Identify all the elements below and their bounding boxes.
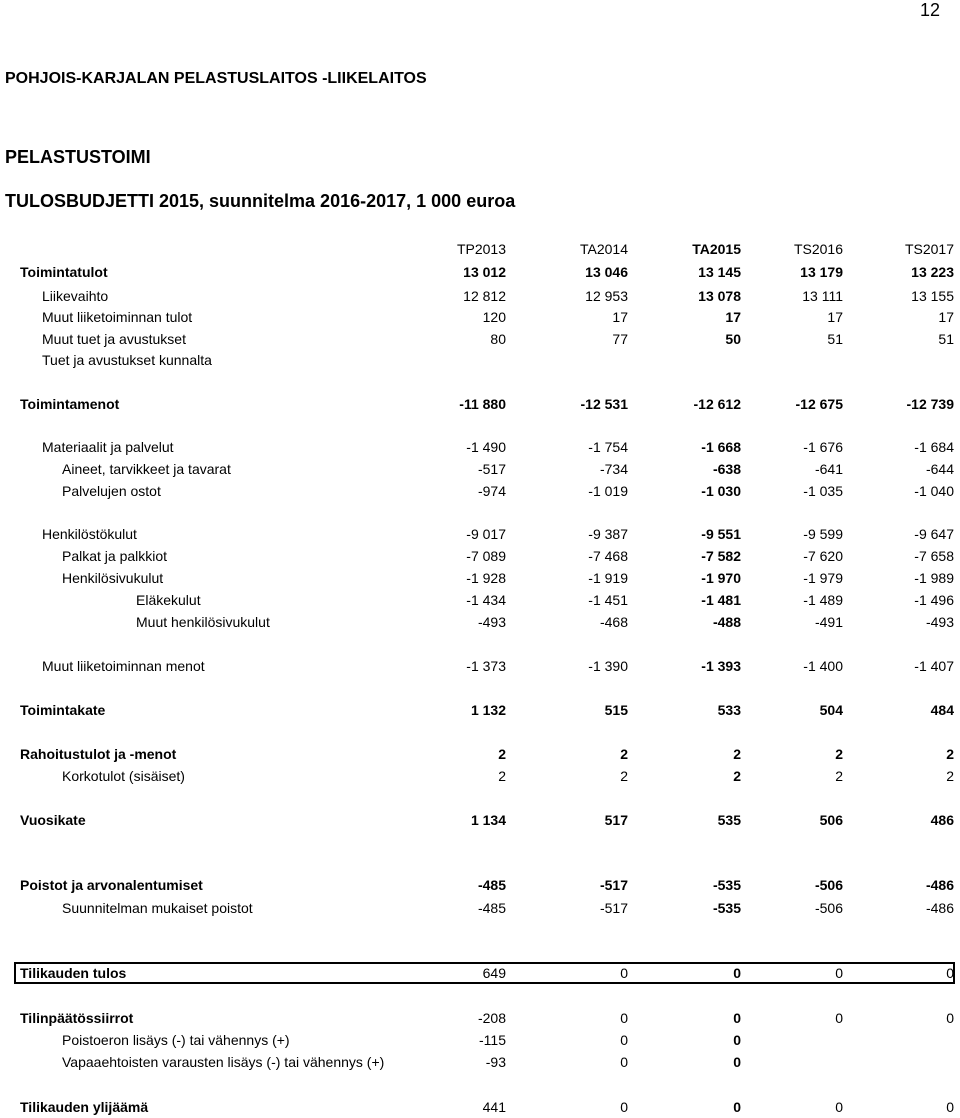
cell-value: -468 <box>599 614 628 630</box>
cell-value: 2 <box>620 768 628 784</box>
table-row <box>0 1097 960 1117</box>
cell-value: -734 <box>599 461 628 477</box>
cell-value: -1 407 <box>914 658 954 674</box>
row-label: Liikevaihto <box>42 288 109 304</box>
cell-value: 17 <box>938 309 954 325</box>
table-row <box>0 524 960 544</box>
table-row <box>0 898 960 918</box>
row-label: Poistoeron lisäys (-) tai vähennys (+) <box>62 1032 290 1048</box>
row-label: Eläkekulut <box>136 592 201 608</box>
cell-value: -1 373 <box>466 658 506 674</box>
cell-value: -1 400 <box>803 658 843 674</box>
cell-value: 515 <box>604 702 628 718</box>
table-row <box>0 766 960 786</box>
cell-value: -1 434 <box>466 592 506 608</box>
table-row <box>0 307 960 327</box>
row-label: Rahoitustulot ja -menot <box>20 746 177 762</box>
table-row <box>0 546 960 566</box>
cell-value: -12 739 <box>906 396 954 412</box>
cell-value: 0 <box>620 1099 628 1115</box>
cell-value: -7 089 <box>466 548 506 564</box>
cell-value: 2 <box>835 768 843 784</box>
cell-value: -641 <box>814 461 843 477</box>
cell-value: -535 <box>712 877 741 893</box>
table-row <box>0 1008 960 1028</box>
cell-value: 120 <box>482 309 506 325</box>
cell-value: -1 970 <box>701 570 741 586</box>
row-label: Tilikauden ylijäämä <box>20 1099 149 1115</box>
cell-value: -488 <box>712 614 741 630</box>
cell-value: -9 647 <box>914 526 954 542</box>
row-label: Tuet ja avustukset kunnalta <box>42 352 212 368</box>
cell-value: 2 <box>733 768 741 784</box>
cell-value: 13 111 <box>802 288 843 304</box>
cell-value: 2 <box>733 746 741 762</box>
column-header: TA2015 <box>692 241 741 257</box>
row-label: Suunnitelman mukaiset poistot <box>62 900 253 916</box>
cell-value: -1 919 <box>588 570 628 586</box>
cell-value: 13 179 <box>800 264 843 280</box>
cell-value: -7 582 <box>701 548 741 564</box>
cell-value: 17 <box>725 309 741 325</box>
cell-value: -535 <box>712 900 741 916</box>
cell-value: -486 <box>925 877 954 893</box>
cell-value: 0 <box>733 965 741 981</box>
row-label: Korkotulot (sisäiset) <box>62 768 185 784</box>
cell-value: 0 <box>733 1099 741 1115</box>
cell-value: 2 <box>620 746 628 762</box>
cell-value: 50 <box>725 331 741 347</box>
cell-value: 17 <box>612 309 628 325</box>
table-row <box>0 262 960 282</box>
column-header: TA2014 <box>580 241 628 257</box>
cell-value: 441 <box>482 1099 506 1115</box>
cell-value: 2 <box>835 746 843 762</box>
cell-value: 17 <box>827 309 843 325</box>
table-row <box>0 350 960 370</box>
table-row <box>0 875 960 895</box>
cell-value: 12 953 <box>585 288 628 304</box>
cell-value: 13 145 <box>698 264 741 280</box>
cell-value: 12 812 <box>463 288 506 304</box>
cell-value: 0 <box>835 1099 843 1115</box>
cell-value: 533 <box>717 702 741 718</box>
row-label: Muut tuet ja avustukset <box>42 331 186 347</box>
table-row <box>0 810 960 830</box>
table-row <box>0 329 960 349</box>
row-label: Muut liiketoiminnan tulot <box>42 309 193 325</box>
row-label: Palkat ja palkkiot <box>62 548 168 564</box>
row-label: Toimintakate <box>20 702 106 718</box>
table-row <box>0 286 960 306</box>
table-row <box>0 656 960 676</box>
cell-value: -1 030 <box>701 483 741 499</box>
table-row <box>0 481 960 501</box>
row-label: Tilikauden tulos <box>20 965 127 981</box>
row-label: Vuosikate <box>20 812 86 828</box>
cell-value: 0 <box>620 1010 628 1026</box>
cell-value: 0 <box>733 1054 741 1070</box>
column-header: TS2017 <box>904 241 954 257</box>
cell-value: -12 675 <box>795 396 843 412</box>
cell-value: -1 040 <box>914 483 954 499</box>
cell-value: 0 <box>835 1010 843 1026</box>
section-title: PELASTUSTOIMI <box>5 147 151 167</box>
cell-value: 0 <box>620 1032 628 1048</box>
column-header-row <box>0 239 960 259</box>
cell-value: 0 <box>620 965 628 981</box>
cell-value: -1 489 <box>803 592 843 608</box>
cell-value: -9 387 <box>588 526 628 542</box>
cell-value: 13 223 <box>911 264 954 280</box>
cell-value: 486 <box>930 812 954 828</box>
cell-value: 649 <box>482 965 506 981</box>
cell-value: 1 132 <box>470 702 506 718</box>
cell-value: -1 979 <box>803 570 843 586</box>
cell-value: -485 <box>477 900 506 916</box>
cell-value: 0 <box>733 1032 741 1048</box>
cell-value: 0 <box>733 1010 741 1026</box>
table-row <box>0 590 960 610</box>
cell-value: -12 612 <box>693 396 741 412</box>
cell-value: -491 <box>814 614 843 630</box>
cell-value: 13 046 <box>585 264 628 280</box>
cell-value: -208 <box>477 1010 506 1026</box>
cell-value: 517 <box>604 812 628 828</box>
cell-value: 2 <box>498 768 506 784</box>
cell-value: 13 155 <box>911 288 954 304</box>
cell-value: 0 <box>946 965 954 981</box>
table-row <box>0 700 960 720</box>
cell-value: -493 <box>925 614 954 630</box>
column-header: TP2013 <box>456 241 506 257</box>
cell-value: -638 <box>712 461 741 477</box>
row-label: Vapaaehtoisten varausten lisäys (-) tai vähennys (+) <box>62 1054 385 1070</box>
row-label: Aineet, tarvikkeet ja tavarat <box>62 461 231 477</box>
page-number: 12 <box>920 0 941 20</box>
cell-value: -974 <box>477 483 506 499</box>
cell-value: 13 012 <box>463 264 506 280</box>
cell-value: -517 <box>599 877 628 893</box>
cell-value: -1 390 <box>588 658 628 674</box>
cell-value: -506 <box>814 900 843 916</box>
row-label: Toimintatulot <box>20 264 108 280</box>
organization-title: POHJOIS-KARJALAN PELASTUSLAITOS -LIIKELAITOS <box>5 70 427 87</box>
cell-value: -493 <box>477 614 506 630</box>
cell-value: -1 019 <box>588 483 628 499</box>
document-title: TULOSBUDJETTI 2015, suunnitelma 2016-2017, 1 000 euroa <box>5 191 516 211</box>
cell-value: 77 <box>612 331 628 347</box>
cell-value: -517 <box>477 461 506 477</box>
cell-value: -1 451 <box>588 592 628 608</box>
cell-value: 484 <box>930 702 954 718</box>
cell-value: -7 658 <box>914 548 954 564</box>
row-label: Palvelujen ostot <box>62 483 161 499</box>
cell-value: 0 <box>835 965 843 981</box>
cell-value: -7 620 <box>803 548 843 564</box>
cell-value: -1 676 <box>803 439 843 455</box>
cell-value: -1 035 <box>803 483 843 499</box>
cell-value: -1 928 <box>466 570 506 586</box>
cell-value: -1 393 <box>701 658 741 674</box>
cell-value: 1 134 <box>470 812 506 828</box>
cell-value: 13 078 <box>698 288 741 304</box>
table-row <box>0 437 960 457</box>
cell-value: -517 <box>599 900 628 916</box>
cell-value: -9 551 <box>701 526 741 542</box>
cell-value: 51 <box>938 331 954 347</box>
cell-value: -644 <box>925 461 954 477</box>
cell-value: -485 <box>477 877 506 893</box>
cell-value: -1 684 <box>914 439 954 455</box>
cell-value: -9 017 <box>466 526 506 542</box>
cell-value: -12 531 <box>580 396 628 412</box>
cell-value: 0 <box>946 1099 954 1115</box>
cell-value: 535 <box>717 812 741 828</box>
cell-value: 0 <box>620 1054 628 1070</box>
cell-value: 506 <box>819 812 843 828</box>
row-label: Muut liiketoiminnan menot <box>42 658 205 674</box>
cell-value: 504 <box>819 702 843 718</box>
table-row <box>0 963 960 983</box>
cell-value: -93 <box>485 1054 506 1070</box>
row-label: Toimintamenot <box>20 396 120 412</box>
table-row <box>0 394 960 414</box>
cell-value: 2 <box>946 768 954 784</box>
cell-value: -7 468 <box>588 548 628 564</box>
table-row <box>0 568 960 588</box>
table-row <box>0 744 960 764</box>
cell-value: -506 <box>814 877 843 893</box>
row-label: Poistot ja arvonalentumiset <box>20 877 203 893</box>
cell-value: 80 <box>490 331 506 347</box>
cell-value: -1 754 <box>588 439 628 455</box>
cell-value: -115 <box>479 1032 506 1048</box>
cell-value: 2 <box>498 746 506 762</box>
table-row <box>0 459 960 479</box>
cell-value: -11 880 <box>459 396 506 412</box>
cell-value: -486 <box>925 900 954 916</box>
table-row <box>0 1030 960 1050</box>
cell-value: -1 989 <box>914 570 954 586</box>
cell-value: 51 <box>827 331 843 347</box>
cell-value: -1 496 <box>914 592 954 608</box>
cell-value: -9 599 <box>803 526 843 542</box>
table-row <box>0 612 960 632</box>
row-label: Henkilöstökulut <box>42 526 137 542</box>
cell-value: -1 668 <box>701 439 741 455</box>
row-label: Muut henkilösivukulut <box>136 614 270 630</box>
table-row <box>0 1052 960 1072</box>
cell-value: 0 <box>946 1010 954 1026</box>
cell-value: -1 490 <box>466 439 506 455</box>
row-label: Henkilösivukulut <box>62 570 164 586</box>
row-label: Materiaalit ja palvelut <box>42 439 174 455</box>
row-label: Tilinpäätössiirrot <box>20 1010 134 1026</box>
cell-value: 2 <box>946 746 954 762</box>
column-header: TS2016 <box>793 241 843 257</box>
cell-value: -1 481 <box>701 592 741 608</box>
